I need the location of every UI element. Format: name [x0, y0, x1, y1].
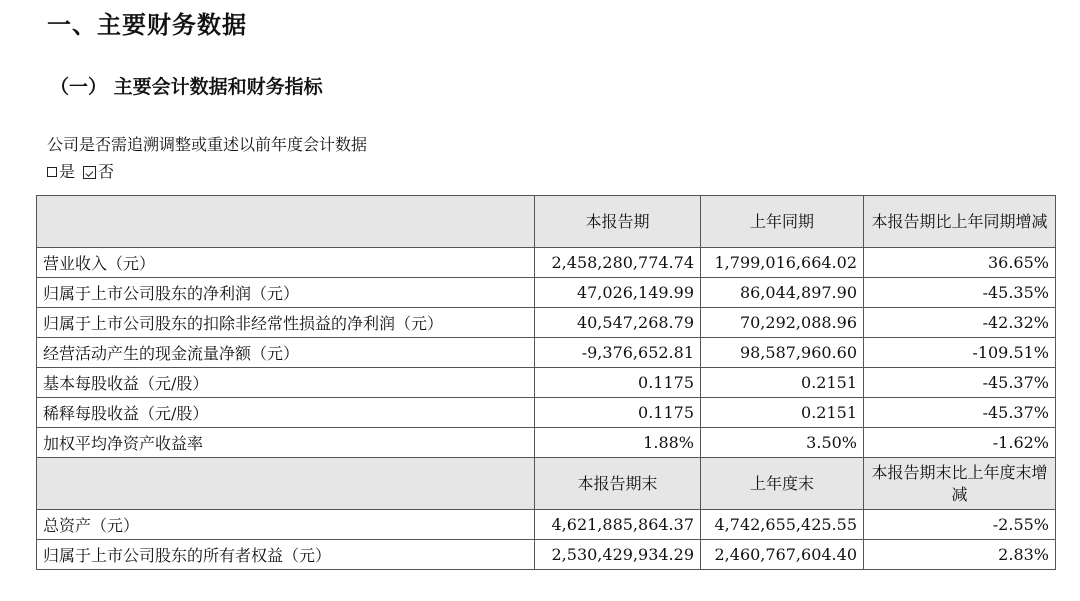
value-cell: 2,530,429,934.29: [535, 540, 701, 570]
table-row: [37, 428, 1056, 458]
value-cell: -109.51%: [864, 338, 1056, 368]
section-heading: 一、主要财务数据: [47, 11, 247, 39]
restatement-answer: [45, 160, 114, 184]
value-cell: -45.35%: [864, 278, 1056, 308]
value-cell: -45.37%: [864, 398, 1056, 428]
yes-option-label: 是: [59, 162, 76, 181]
value-cell: 1,799,016,664.02: [701, 248, 864, 278]
column-header: 本报告期比上年同期增减: [864, 196, 1056, 248]
table-row: [37, 248, 1056, 278]
row-label: 稀释每股收益（元/股）: [37, 398, 535, 428]
value-cell: 0.1175: [535, 368, 701, 398]
row-label: 归属于上市公司股东的净利润（元）: [37, 278, 535, 308]
value-cell: 2.83%: [864, 540, 1056, 570]
restatement-question: 公司是否需追溯调整或重述以前年度会计数据: [47, 135, 368, 154]
value-cell: 40,547,268.79: [535, 308, 701, 338]
table-row: [37, 398, 1056, 428]
value-cell: 70,292,088.96: [701, 308, 864, 338]
table-row: [37, 338, 1056, 368]
value-cell: -9,376,652.81: [535, 338, 701, 368]
unchecked-box-icon: [47, 167, 57, 177]
column-header: [37, 458, 535, 510]
row-label: 归属于上市公司股东的所有者权益（元）: [37, 540, 535, 570]
value-cell: 4,742,655,425.55: [701, 510, 864, 540]
table-row: [37, 540, 1056, 570]
checked-box-icon: [83, 166, 96, 179]
column-header: [37, 196, 535, 248]
row-label: 营业收入（元）: [37, 248, 535, 278]
table-row: [37, 368, 1056, 398]
subsection-heading: （一） 主要会计数据和财务指标: [50, 76, 323, 98]
table-header-row: [37, 196, 1056, 248]
column-header: 本报告期末比上年度末增减: [864, 458, 1056, 510]
value-cell: -42.32%: [864, 308, 1056, 338]
value-cell: 0.2151: [701, 398, 864, 428]
value-cell: 0.1175: [535, 398, 701, 428]
column-header: 本报告期: [535, 196, 701, 248]
value-cell: 36.65%: [864, 248, 1056, 278]
column-header: 本报告期末: [535, 458, 701, 510]
value-cell: -2.55%: [864, 510, 1056, 540]
row-label: 经营活动产生的现金流量净额（元）: [37, 338, 535, 368]
value-cell: 1.88%: [535, 428, 701, 458]
row-label: 归属于上市公司股东的扣除非经常性损益的净利润（元）: [37, 308, 535, 338]
value-cell: 4,621,885,864.37: [535, 510, 701, 540]
value-cell: 47,026,149.99: [535, 278, 701, 308]
value-cell: 0.2151: [701, 368, 864, 398]
financial-data-table: [36, 195, 1056, 570]
column-header: 上年度末: [701, 458, 864, 510]
table-row: [37, 510, 1056, 540]
value-cell: -1.62%: [864, 428, 1056, 458]
value-cell: 2,460,767,604.40: [701, 540, 864, 570]
table-row: [37, 278, 1056, 308]
value-cell: 86,044,897.90: [701, 278, 864, 308]
value-cell: 3.50%: [701, 428, 864, 458]
no-option-label: 否: [98, 162, 115, 181]
table-header-row: [37, 458, 1056, 510]
row-label: 基本每股收益（元/股）: [37, 368, 535, 398]
column-header: 上年同期: [701, 196, 864, 248]
table-row: [37, 308, 1056, 338]
row-label: 总资产（元）: [37, 510, 535, 540]
value-cell: -45.37%: [864, 368, 1056, 398]
row-label: 加权平均净资产收益率: [37, 428, 535, 458]
value-cell: 98,587,960.60: [701, 338, 864, 368]
value-cell: 2,458,280,774.74: [535, 248, 701, 278]
